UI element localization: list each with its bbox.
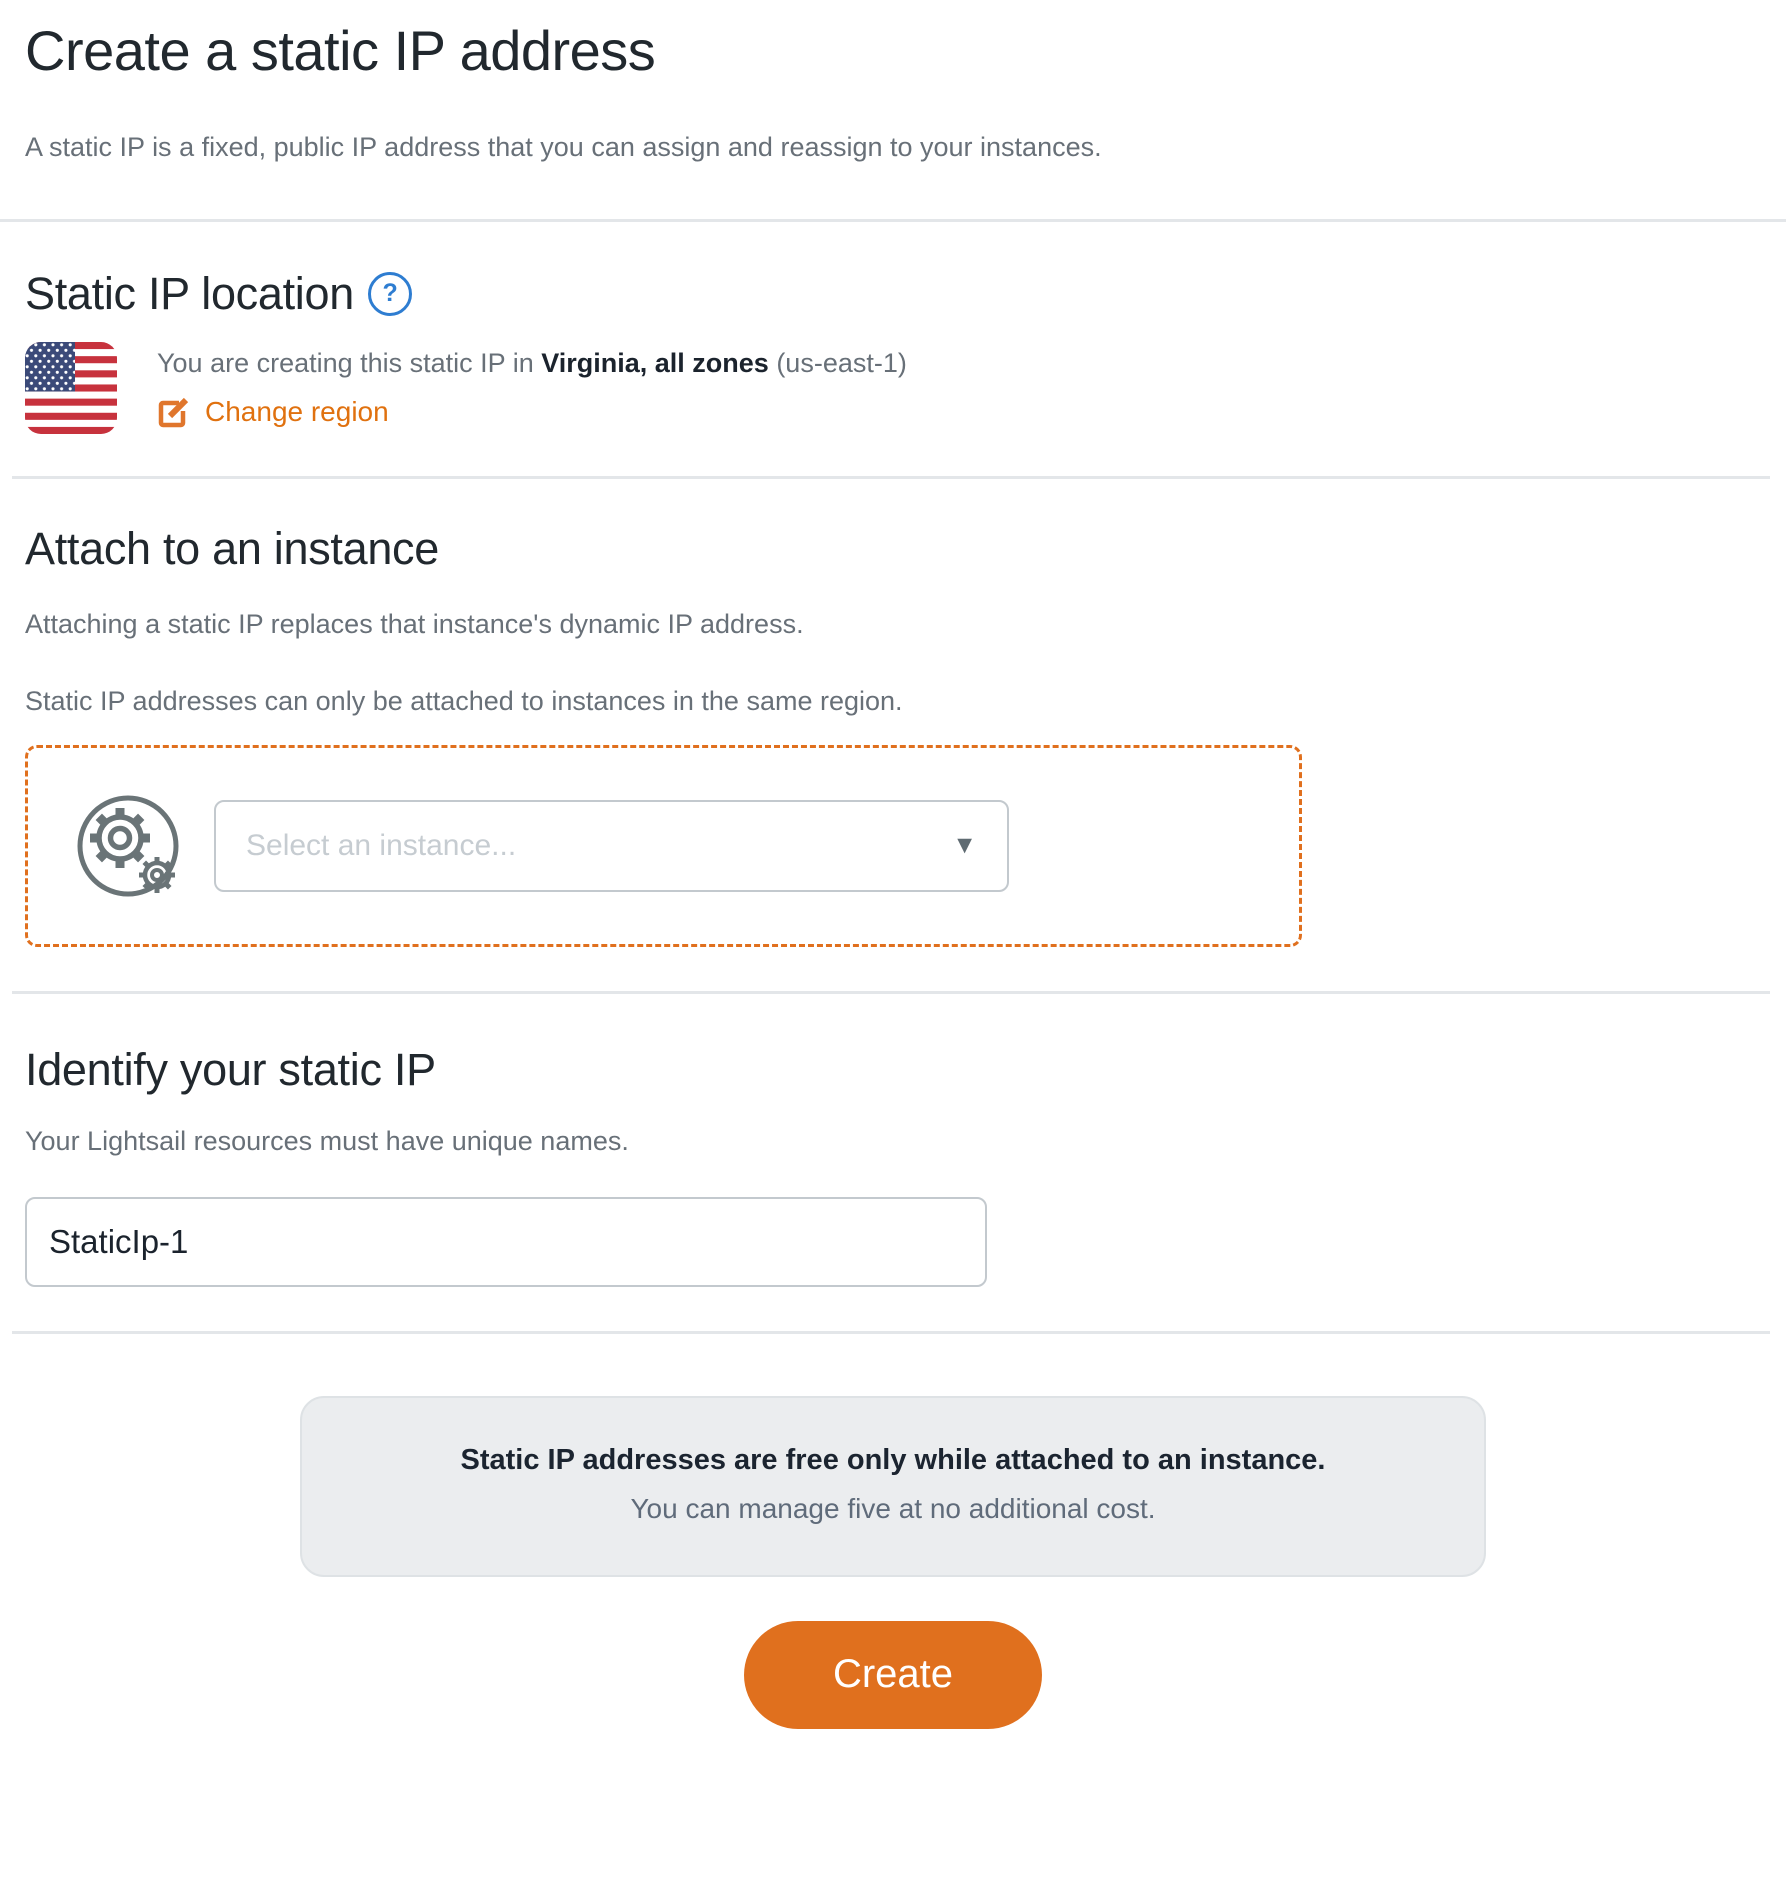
attach-instance-box xyxy=(25,745,1302,947)
identify-section xyxy=(0,1044,1786,1287)
change-region-link[interactable] xyxy=(157,395,389,429)
identify-description: Your Lightsail resources must have unique names. xyxy=(25,1125,629,1156)
edit-icon xyxy=(157,395,191,429)
region-code: (us-east-1) xyxy=(768,347,907,378)
section-divider xyxy=(12,476,1770,479)
identify-heading: Identify your static IP xyxy=(25,1043,436,1095)
attach-heading: Attach to an instance xyxy=(25,522,439,574)
pricing-info-sub: You can manage five at no additional cost. xyxy=(630,1492,1156,1524)
instance-select-dropdown[interactable] xyxy=(214,800,1009,892)
chevron-down-icon: ▼ xyxy=(952,831,977,860)
location-heading-label: Static IP location xyxy=(25,267,354,319)
instance-select-placeholder: Select an instance... xyxy=(246,828,517,862)
section-divider xyxy=(12,1331,1770,1334)
page-title: Create a static IP address xyxy=(25,19,656,82)
pricing-info-banner xyxy=(300,1396,1486,1577)
section-divider xyxy=(0,219,1786,222)
help-icon[interactable]: ? xyxy=(368,272,412,316)
page-intro: A static IP is a fixed, public IP address that you can assign and reassign to your instances. xyxy=(25,132,1102,162)
static-ip-location-section xyxy=(0,268,1786,434)
location-heading xyxy=(25,268,1786,320)
region-name: Virginia, all zones xyxy=(541,347,769,378)
section-divider xyxy=(12,991,1770,994)
pricing-info-bold: Static IP addresses are free only while attached to an instance. xyxy=(460,1443,1326,1476)
attach-section xyxy=(0,523,1786,947)
create-button[interactable]: Create xyxy=(744,1621,1042,1729)
static-ip-name-input[interactable] xyxy=(25,1197,987,1287)
region-description xyxy=(157,348,907,379)
region-row xyxy=(25,342,1786,434)
instance-gears-icon xyxy=(66,784,190,908)
us-flag-icon xyxy=(25,342,117,434)
change-region-label: Change region xyxy=(205,395,389,427)
attach-note: Static IP addresses can only be attached to instances in the same region. xyxy=(25,685,903,716)
region-text-prefix: You are creating this static IP in xyxy=(157,347,542,378)
region-info xyxy=(157,342,907,434)
attach-description: Attaching a static IP replaces that instance's dynamic IP address. xyxy=(25,608,804,639)
